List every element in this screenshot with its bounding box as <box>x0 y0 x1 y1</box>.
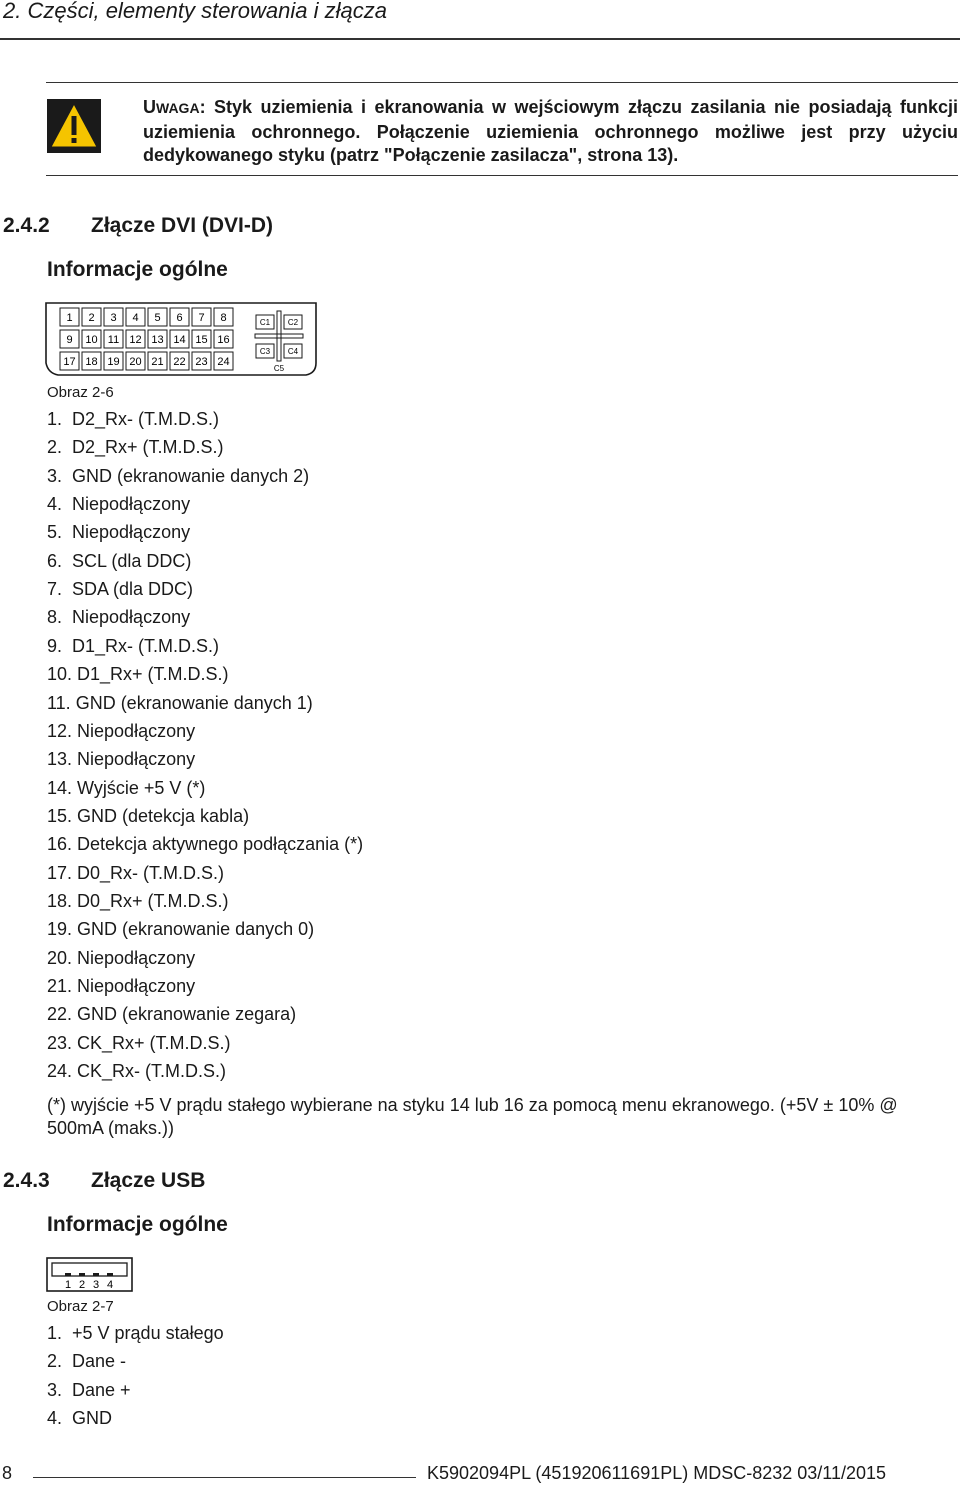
list-item: 15. GND (detekcja kabla) <box>47 805 250 826</box>
dvi-connector-diagram <box>44 299 322 384</box>
figure-caption-usb: Obraz 2-7 <box>47 1298 114 1315</box>
list-item: 4. GND <box>47 1407 113 1428</box>
dvi-pin-label: 2 <box>88 312 95 324</box>
document-id: K5902094PL (451920611691PL) MDSC-8232 03/11/2015 <box>427 1463 887 1483</box>
dvi-pin-label: 1 <box>66 312 73 324</box>
dvi-pin-label: 9 <box>66 334 73 346</box>
section-number-usb: 2.4.3 <box>3 1169 50 1192</box>
dvi-pin-label: 19 <box>107 356 120 368</box>
list-item: 7. SDA (dla DDC) <box>47 579 194 600</box>
dvi-pin-label: 23 <box>195 356 208 368</box>
usb-pin-contact <box>107 1273 113 1276</box>
list-item: 3. GND (ekranowanie danych 2) <box>47 465 310 486</box>
dvi-pin-label: 11 <box>107 334 120 346</box>
list-item: 17. D0_Rx- (T.M.D.S.) <box>47 862 225 883</box>
list-item: 14. Wyjście +5 V (*) <box>47 777 206 798</box>
usb-pin-label: 3 <box>92 1279 100 1291</box>
list-item: 10. D1_Rx+ (T.M.D.S.) <box>47 664 229 685</box>
dvi-pin-label: 17 <box>63 356 76 368</box>
list-item: 11. GND (ekranowanie danych 1) <box>47 692 313 713</box>
usb-pin-contact <box>93 1273 99 1276</box>
list-item: 20. Niepodłączony <box>47 947 196 968</box>
dvi-pin-label: 22 <box>173 356 186 368</box>
list-item: 22. GND (ekranowanie zegara) <box>47 1004 297 1025</box>
figure-caption-dvi: Obraz 2-6 <box>47 384 114 401</box>
usb-connector-diagram <box>46 1257 134 1298</box>
dvi-analog-label-c4: C4 <box>287 347 299 356</box>
list-item: 21. Niepodłączony <box>47 976 196 996</box>
dvi-pin-label: 15 <box>195 334 208 346</box>
usb-pin-contact <box>65 1273 71 1276</box>
dvi-pin-label: 18 <box>85 356 98 368</box>
warning-bottom-rule <box>46 175 958 176</box>
subheading-usb: Informacje ogólne <box>47 1213 228 1236</box>
page-number: 8 <box>2 1463 13 1483</box>
section-title-dvi: Złącze DVI (DVI-D) <box>91 214 274 237</box>
dvi-pin-label: 6 <box>176 312 183 324</box>
dvi-pin-label: 4 <box>132 312 139 324</box>
list-item: 6. SCL (dla DDC) <box>47 550 192 571</box>
dvi-pin-label: 5 <box>154 312 161 324</box>
list-item: 1. D2_Rx- (T.M.D.S.) <box>47 409 220 429</box>
dvi-analog-area <box>255 311 303 373</box>
dvi-footnote: (*) wyjście +5 V prądu stałego wybierane na styku 14 lub 16 za pomocą menu ekranowego. (+5V ± 10% @ 500mA (maks.)) <box>47 1095 898 1138</box>
subheading-dvi: Informacje ogólne <box>47 258 228 281</box>
list-item: 3. Dane + <box>47 1379 131 1400</box>
usb-pin-label: 2 <box>78 1279 86 1291</box>
dvi-pin-label: 16 <box>217 334 230 346</box>
dvi-pin-label: 12 <box>129 334 142 346</box>
list-item: 12. Niepodłączony <box>47 720 196 741</box>
section-number-dvi: 2.4.2 <box>3 214 50 237</box>
list-item: 19. GND (ekranowanie danych 0) <box>47 919 315 940</box>
dvi-analog-label-c2: C2 <box>287 318 299 327</box>
usb-pin-label: 4 <box>106 1279 114 1291</box>
footer-divider <box>33 1477 416 1478</box>
dvi-pin-label: 8 <box>220 312 227 324</box>
dvi-pin-label: 14 <box>173 334 186 346</box>
usb-pin-label: 1 <box>64 1279 72 1291</box>
list-item: 23. CK_Rx+ (T.M.D.S.) <box>47 1032 231 1053</box>
dvi-pin-label: 24 <box>217 356 230 368</box>
usb-pin-contact <box>79 1273 85 1276</box>
warning-body: : Styk uziemienia i ekranowania w wejściowym złączu zasilania nie posiadają funkcji uziemienia ochronnego. Połączenie uziemienia ochronnego możliwe jest przy użyciu dedykowanego styku (patrz "Połączenie zasilacza", strona 13). <box>143 97 958 165</box>
dvi-pin-label: 3 <box>110 312 117 324</box>
dvi-pin-label: 20 <box>129 356 142 368</box>
usb-connector-inner <box>52 1263 127 1276</box>
header-divider <box>0 38 960 40</box>
list-item: 24. CK_Rx- (T.M.D.S.) <box>47 1061 227 1082</box>
warning-triangle-icon <box>47 99 101 153</box>
list-item: 18. D0_Rx+ (T.M.D.S.) <box>47 890 229 911</box>
list-item: 5. Niepodłączony <box>47 522 191 543</box>
dvi-analog-label-c5: C5 <box>273 364 285 373</box>
dvi-analog-label-c1: C1 <box>259 318 271 327</box>
list-item: 4. Niepodłączony <box>47 494 191 515</box>
dvi-pin-label: 10 <box>85 334 98 346</box>
dvi-analog-label-c3: C3 <box>259 347 271 356</box>
list-item: 2. Dane - <box>47 1351 127 1372</box>
list-item: 1. +5 V prądu stałego <box>47 1323 224 1343</box>
warning-label: UWAGA <box>143 97 200 117</box>
section-title-usb: Złącze USB <box>91 1169 206 1192</box>
dvi-pin-label: 7 <box>198 312 205 324</box>
list-item: 9. D1_Rx- (T.M.D.S.) <box>47 635 220 656</box>
list-item: 8. Niepodłączony <box>47 607 191 628</box>
warning-text <box>143 96 958 168</box>
warning-top-rule <box>46 82 958 83</box>
chapter-title: 2. Części, elementy sterowania i złącza <box>3 0 387 23</box>
dvi-pin-label: 21 <box>151 356 164 368</box>
list-item: 13. Niepodłączony <box>47 749 196 770</box>
list-item: 2. D2_Rx+ (T.M.D.S.) <box>47 437 224 458</box>
list-item: 16. Detekcja aktywnego podłączania (*) <box>47 834 364 855</box>
dvi-pin-label: 13 <box>151 334 164 346</box>
